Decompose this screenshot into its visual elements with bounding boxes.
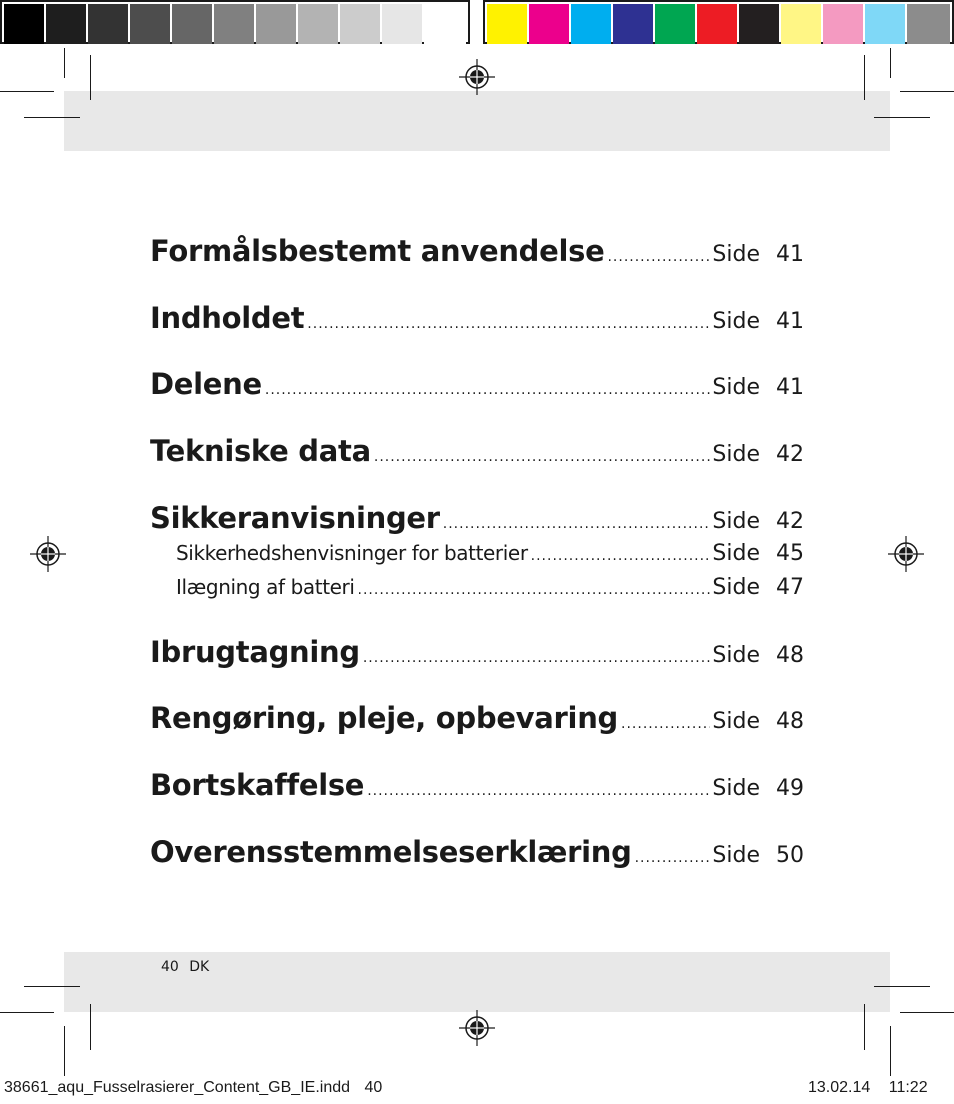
slug-date: 13.02.14	[808, 1079, 871, 1096]
toc-entry-title: Formålsbestemt anvendelse	[150, 234, 605, 268]
gray-swatch	[214, 4, 254, 44]
crop-mark	[864, 1004, 865, 1050]
crop-mark	[90, 55, 91, 100]
side-label: Side	[712, 442, 760, 467]
crop-mark	[890, 1026, 891, 1076]
toc-leader	[307, 316, 710, 332]
toc-entry-title: Tekniske data	[150, 434, 371, 468]
toc-page-ref	[712, 709, 804, 734]
registration-mark-icon	[459, 59, 495, 95]
gray-swatch	[88, 4, 128, 44]
gray-swatch	[424, 4, 466, 44]
toc-subentry-title: Ilægning af batteri	[176, 575, 355, 599]
toc-page-ref	[712, 242, 804, 267]
toc-entry-title: Indholdet	[150, 301, 305, 335]
toc-subentry-title: Sikkerhedshenvisninger for batterier	[176, 541, 528, 565]
toc-entry-title: Rengøring, pleje, opbevaring	[150, 701, 619, 735]
slug-filename: 38661_aqu_Fusselrasierer_Content_GB_IE.indd	[4, 1079, 351, 1096]
color-swatch	[529, 4, 569, 44]
gray-swatch	[172, 4, 212, 44]
crop-mark	[900, 91, 954, 92]
page-number: 50	[776, 843, 804, 868]
side-label: Side	[712, 375, 760, 400]
toc-leader	[635, 850, 711, 866]
toc-page-ref	[712, 541, 804, 566]
color-swatch	[487, 4, 527, 44]
crop-mark	[90, 1004, 91, 1050]
toc-entry-title: Bortskaffelse	[150, 768, 365, 802]
gray-swatch	[256, 4, 296, 44]
header-band	[64, 91, 890, 151]
page-number: 42	[776, 442, 804, 467]
color-swatch	[613, 4, 653, 44]
toc-leader	[374, 449, 711, 465]
toc-entry[interactable]	[150, 234, 804, 268]
toc-entry-title: Delene	[150, 367, 262, 401]
toc-page-ref	[712, 375, 804, 400]
crop-mark	[874, 986, 930, 987]
side-label: Side	[712, 709, 760, 734]
crop-mark	[0, 91, 54, 92]
footer-language: DK	[189, 959, 210, 975]
side-label: Side	[712, 776, 760, 801]
toc-leader	[358, 582, 711, 598]
page-number: 41	[776, 242, 804, 267]
page-number: 48	[776, 643, 804, 668]
side-label: Side	[712, 541, 760, 566]
grayscale-calibration-bar	[0, 0, 470, 44]
toc-entry[interactable]	[150, 434, 804, 468]
slug-time: 11:22	[888, 1079, 928, 1096]
toc-leader	[265, 382, 711, 398]
color-swatch	[781, 4, 821, 44]
toc-entry[interactable]	[150, 701, 804, 735]
slug-page: 40	[364, 1079, 383, 1096]
crop-mark	[24, 117, 80, 118]
toc-page-ref	[712, 643, 804, 668]
toc-page-ref	[712, 843, 804, 868]
color-swatch	[571, 4, 611, 44]
toc-entry[interactable]	[150, 367, 804, 401]
toc-page-ref	[712, 509, 804, 534]
toc-entry-title: Sikkeranvisninger	[150, 501, 440, 535]
color-swatch	[697, 4, 737, 44]
toc-leader	[367, 783, 710, 799]
page-number: 48	[776, 709, 804, 734]
crop-mark	[24, 986, 80, 987]
color-swatch	[655, 4, 695, 44]
toc-page-ref	[712, 575, 804, 600]
toc-subentry[interactable]	[176, 541, 804, 566]
toc-page-ref	[712, 442, 804, 467]
toc-entry-title: Overensstemmelseserklæring	[150, 835, 632, 869]
gray-swatch	[382, 4, 422, 44]
toc-entry[interactable]	[150, 501, 804, 535]
toc-entry[interactable]	[150, 301, 804, 335]
side-label: Side	[712, 643, 760, 668]
toc-entry[interactable]	[150, 768, 804, 802]
crop-mark	[0, 1012, 54, 1013]
toc-page-ref	[712, 309, 804, 334]
toc-leader	[621, 716, 710, 732]
toc-page-ref	[712, 776, 804, 801]
registration-mark-icon	[30, 536, 66, 572]
page-number: 41	[776, 309, 804, 334]
color-swatch	[823, 4, 863, 44]
color-swatch	[907, 4, 950, 44]
gray-swatch	[46, 4, 86, 44]
side-label: Side	[712, 309, 760, 334]
gray-swatch	[4, 4, 44, 44]
toc-entry[interactable]	[150, 635, 804, 669]
crop-mark	[890, 48, 891, 78]
crop-mark	[64, 1026, 65, 1076]
toc-entry[interactable]	[150, 835, 804, 869]
side-label: Side	[712, 843, 760, 868]
page-number: 47	[776, 575, 804, 600]
gray-swatch	[340, 4, 380, 44]
side-label: Side	[712, 575, 760, 600]
page-footer	[161, 959, 209, 975]
side-label: Side	[712, 509, 760, 534]
page-number: 41	[776, 375, 804, 400]
crop-mark	[874, 117, 930, 118]
crop-mark	[900, 1012, 954, 1013]
page-number: 49	[776, 776, 804, 801]
toc-subentry[interactable]	[176, 575, 804, 600]
gray-swatch	[298, 4, 338, 44]
color-calibration-bar	[483, 0, 954, 44]
page-number: 42	[776, 509, 804, 534]
side-label: Side	[712, 242, 760, 267]
slug-timestamp	[808, 1079, 928, 1097]
color-swatch	[865, 4, 905, 44]
toc-leader	[531, 548, 711, 564]
gray-swatch	[130, 4, 170, 44]
footer-page-number: 40	[161, 959, 179, 975]
crop-mark	[864, 55, 865, 100]
crop-mark	[64, 48, 65, 78]
slug-file-info	[4, 1079, 382, 1097]
color-swatch	[739, 4, 779, 44]
registration-mark-icon	[459, 1010, 495, 1046]
toc-leader	[363, 650, 711, 666]
toc-entry-title: Ibrugtagning	[150, 635, 360, 669]
registration-mark-icon	[888, 536, 924, 572]
toc-leader	[443, 516, 711, 532]
page-number: 45	[776, 541, 804, 566]
toc-leader	[607, 249, 710, 265]
